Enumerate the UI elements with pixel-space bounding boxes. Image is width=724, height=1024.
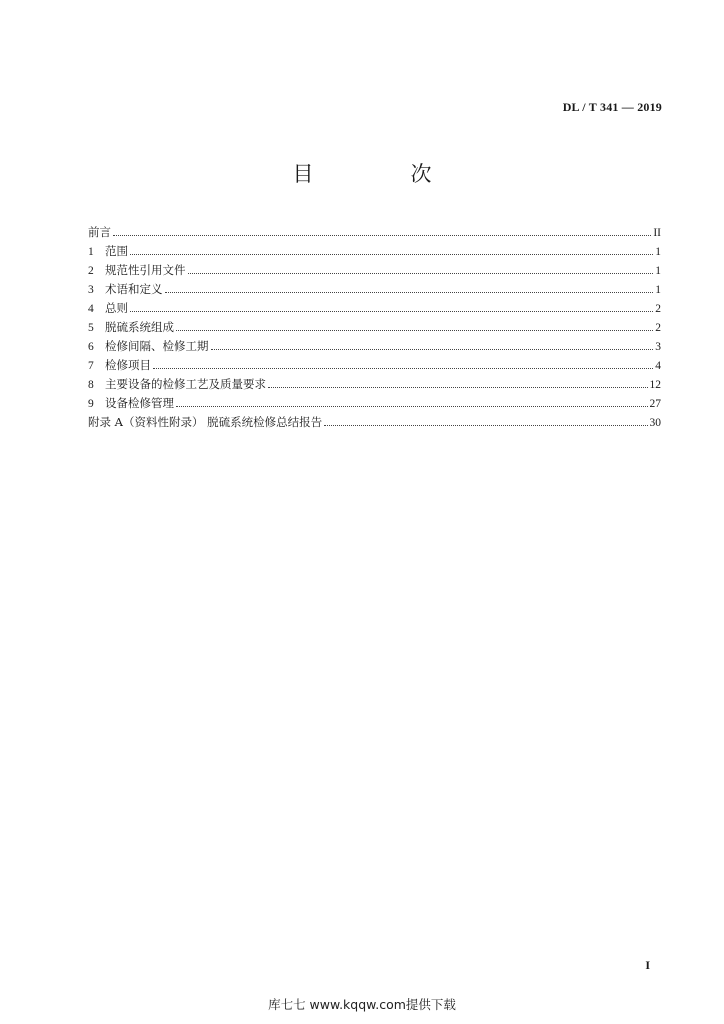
toc-entry-number: 2	[88, 265, 94, 277]
toc-entry-number: 9	[88, 398, 94, 410]
toc-leader-dots	[176, 329, 653, 331]
toc-entry-terms-definitions[interactable]	[88, 280, 661, 299]
toc-entry-label: 总则	[105, 301, 128, 315]
toc-entry-number: 5	[88, 322, 94, 334]
download-watermark: 库七七 www.kqqw.com提供下载	[268, 997, 456, 1012]
toc-leader-dots	[324, 424, 647, 426]
toc-entry-number: 4	[88, 303, 94, 315]
toc-entry-page: 30	[649, 417, 661, 429]
toc-entry-general[interactable]	[88, 299, 661, 318]
toc-entry-number: 3	[88, 284, 94, 296]
toc-entry-page: 1	[655, 246, 661, 258]
toc-entry-page: 27	[649, 398, 661, 410]
toc-entry-page: 1	[655, 265, 661, 277]
toc-entry-page: 3	[655, 341, 661, 353]
toc-leader-dots	[130, 253, 653, 255]
toc-entry-page: II	[653, 227, 661, 239]
page-number: I	[645, 958, 650, 972]
toc-entry-number: 6	[88, 341, 94, 353]
toc-leader-dots	[188, 272, 654, 274]
toc-leader-dots	[176, 405, 648, 407]
toc-entry-label: 主要设备的检修工艺及质量要求	[105, 377, 266, 391]
toc-entry-number: 1	[88, 246, 94, 258]
toc-entry-page: 1	[655, 284, 661, 296]
toc-entry-label: 术语和定义	[105, 282, 163, 296]
toc-entry-page: 4	[655, 360, 661, 372]
toc-entry-maintenance-items[interactable]	[88, 356, 661, 375]
toc-entry-maintenance-process[interactable]	[88, 375, 661, 394]
toc-leader-dots	[165, 291, 654, 293]
toc-entry-label: 检修间隔、检修工期	[105, 339, 209, 353]
toc-title: 目 次	[292, 162, 470, 186]
toc-entry-foreword[interactable]	[88, 223, 661, 242]
toc-entry-page: 2	[655, 303, 661, 315]
toc-entry-appendix-a[interactable]	[88, 413, 661, 432]
toc-leader-dots	[130, 310, 653, 312]
toc-entry-maintenance-management[interactable]	[88, 394, 661, 413]
toc-leader-dots	[113, 234, 651, 236]
toc-entry-label: 规范性引用文件	[105, 263, 186, 277]
toc-leader-dots	[153, 367, 653, 369]
document-code: DL / T 341 — 2019	[562, 100, 662, 114]
toc-list	[88, 223, 661, 432]
toc-entry-number: 7	[88, 360, 94, 372]
toc-leader-dots	[211, 348, 654, 350]
toc-entry-number: 8	[88, 379, 94, 391]
toc-entry-scope[interactable]	[88, 242, 661, 261]
toc-entry-system-composition[interactable]	[88, 318, 661, 337]
toc-entry-label: 范围	[105, 244, 128, 258]
toc-entry-normative-references[interactable]	[88, 261, 661, 280]
toc-entry-label: 前言	[88, 225, 111, 239]
toc-leader-dots	[268, 386, 648, 388]
toc-entry-maintenance-interval[interactable]	[88, 337, 661, 356]
toc-entry-page: 2	[655, 322, 661, 334]
toc-entry-label: 脱硫系统组成	[105, 320, 174, 334]
toc-entry-label: 检修项目	[105, 358, 151, 372]
toc-entry-page: 12	[649, 379, 661, 391]
toc-entry-label: 设备检修管理	[105, 396, 174, 410]
toc-entry-label: 附录 A（资料性附录） 脱硫系统检修总结报告	[88, 415, 323, 429]
